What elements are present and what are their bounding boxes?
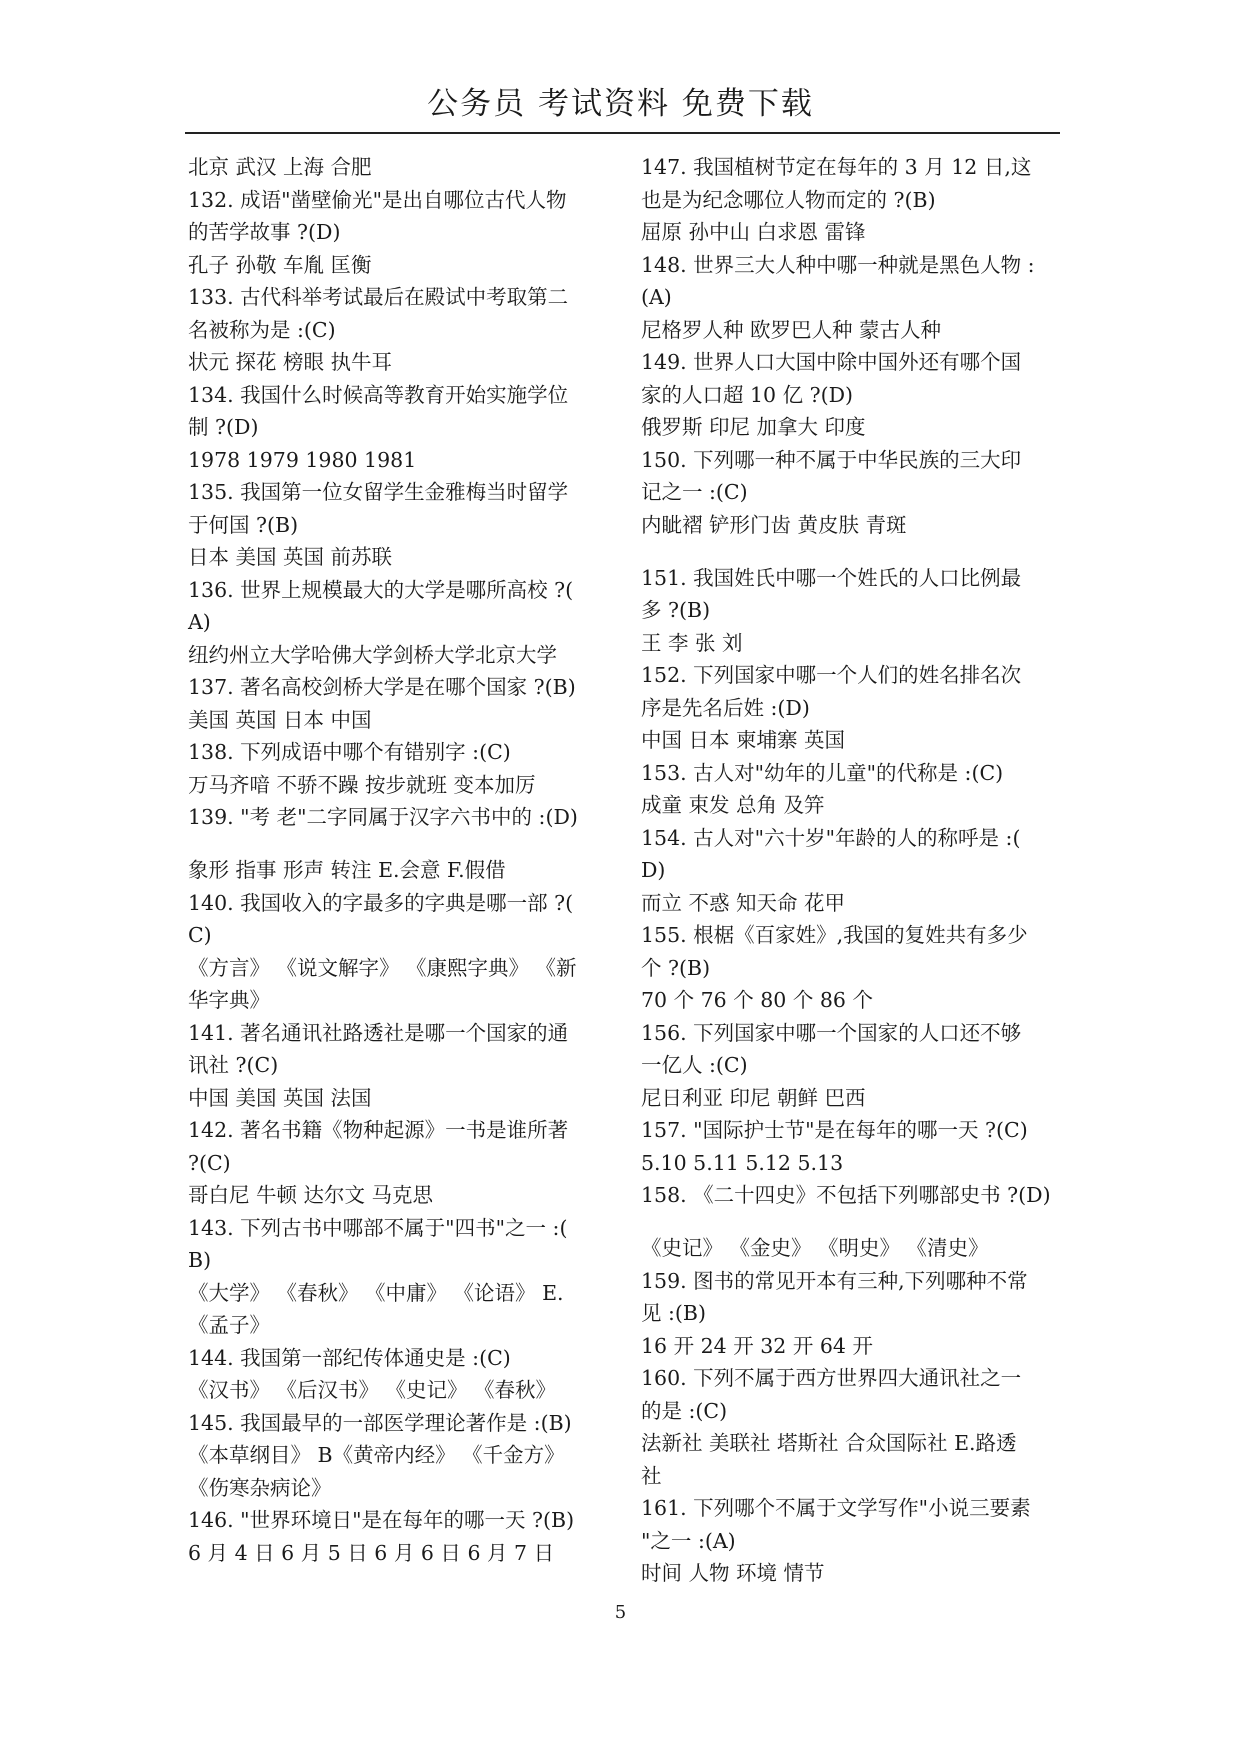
page-header-title: 公务员 考试资料 免费下载 [427, 86, 814, 122]
text-line: 6 月 4 日 6 月 5 日 6 月 6 日 6 月 7 日 [188, 1540, 555, 1565]
text-line: 5.10 5.11 5.12 5.13 [641, 1150, 844, 1175]
text-line: 159. 图书的常见开本有三种,下列哪种不常 [641, 1268, 1028, 1293]
text-line: 于何国 ?(B) [188, 512, 299, 537]
text-line: 151. 我国姓氏中哪一个姓氏的人口比例最 [641, 565, 1022, 590]
text-line: 133. 古代科举考试最后在殿试中考取第二 [188, 285, 569, 309]
text-line: 孔子 孙敬 车胤 匡衡 [188, 252, 372, 277]
text-line: 时间 人物 环境 情节 [641, 1561, 825, 1585]
text-line: 万马齐喑 不骄不躁 按步就班 变本加厉 [188, 772, 536, 797]
text-line: 157. "国际护士节"是在每年的哪一天 ?(C) [641, 1118, 1028, 1142]
text-line: 132. 成语"凿壁偷光"是出自哪位古代人物 [188, 187, 567, 212]
text-line: A) [188, 610, 211, 634]
text-line: 《大学》 《春秋》 《中庸》 《论语》 E. [188, 1280, 564, 1305]
text-line: 讯社 ?(C) [188, 1053, 279, 1077]
text-line: B) [188, 1248, 212, 1272]
text-line: 中国 日本 柬埔寨 英国 [641, 728, 846, 752]
text-line: 象形 指事 形声 转注 E.会意 F.假借 [188, 858, 506, 882]
text-line: 《本草纲目》 B《黄帝内经》 《千金方》 [188, 1443, 565, 1467]
text-line: 139. "考 老"二字同属于汉字六书中的 :(D) [188, 805, 578, 829]
text-line: 中国 美国 英国 法国 [188, 1085, 372, 1110]
text-line: 70 个 76 个 80 个 86 个 [641, 988, 873, 1012]
text-line: 一亿人 :(C) [641, 1053, 748, 1077]
text-line: 序是先名后姓 :(D) [641, 695, 810, 720]
text-line: 尼日利亚 印尼 朝鲜 巴西 [641, 1085, 866, 1110]
text-line: 名被称为是 :(C) [188, 317, 336, 342]
text-line [641, 541, 1071, 562]
text-line: 的是 :(C) [641, 1398, 728, 1423]
text-line: 142. 著名书籍《物种起源》一书是谁所著 [188, 1118, 569, 1142]
text-line: 王 李 张 刘 [641, 630, 743, 655]
text-line: 制 ?(D) [188, 415, 259, 439]
text-line [188, 834, 618, 855]
text-line: 多 ?(B) [641, 598, 711, 622]
text-line: 147. 我国植树节定在每年的 3 月 12 日,这 [641, 155, 1032, 179]
text-line: 屈原 孙中山 白求恩 雷锋 [641, 220, 866, 244]
text-line: 华字典》 [188, 988, 270, 1012]
text-line: 而立 不惑 知天命 花甲 [641, 890, 846, 915]
text-line: 154. 古人对"六十岁"年龄的人的称呼是 :( [641, 825, 1021, 850]
text-line [641, 1212, 1071, 1233]
text-line: 134. 我国什么时候高等教育开始实施学位 [188, 382, 569, 407]
text-line: 《汉书》 《后汉书》 《史记》 《春秋》 [188, 1378, 557, 1402]
text-line: 143. 下列古书中哪部不属于"四书"之一 :( [188, 1215, 568, 1240]
text-line: 俄罗斯 印尼 加拿大 印度 [641, 415, 866, 439]
text-line: 纽约州立大学哈佛大学剑桥大学北京大学 [188, 642, 557, 667]
text-line: 《方言》 《说文解字》 《康熙字典》 《新 [188, 955, 577, 980]
text-line: ?(C) [188, 1150, 231, 1175]
text-line: 尼格罗人种 欧罗巴人种 蒙古人种 [641, 317, 942, 342]
text-line: C) [188, 923, 212, 947]
text-line: 社 [641, 1463, 662, 1488]
text-line: 145. 我国最早的一部医学理论著作是 :(B) [188, 1410, 572, 1435]
text-line: 140. 我国收入的字最多的字典是哪一部 ?( [188, 890, 574, 915]
text-line: 日本 美国 英国 前苏联 [188, 545, 393, 569]
text-line: 144. 我国第一部纪传体通史是 :(C) [188, 1345, 511, 1370]
text-line: 北京 武汉 上海 合肥 [188, 155, 372, 179]
text-line: 158. 《二十四史》不包括下列哪部史书 ?(D) [641, 1183, 1051, 1207]
text-line: 哥白尼 牛顿 达尔文 马克思 [188, 1183, 434, 1207]
text-line: 内眦褶 铲形门齿 黄皮肤 青斑 [641, 512, 907, 537]
text-line: 见 :(B) [641, 1301, 706, 1325]
text-line: 149. 世界人口大国中除中国外还有哪个国 [641, 350, 1022, 374]
text-line: 161. 下列哪个不属于文学写作"小说三要素 [641, 1496, 1031, 1520]
text-line: 141. 著名通讯社路透社是哪一个国家的通 [188, 1020, 569, 1045]
text-line: 家的人口超 10 亿 ?(D) [641, 382, 854, 407]
right-text-column [641, 151, 1071, 1590]
text-line: 《伤寒杂病论》 [188, 1475, 332, 1500]
left-text-column [188, 151, 618, 1569]
text-line: 138. 下列成语中哪个有错别字 :(C) [188, 740, 511, 764]
text-line: 个 ?(B) [641, 955, 711, 980]
text-line: 美国 英国 日本 中国 [188, 707, 372, 732]
text-line: 的苦学故事 ?(D) [188, 220, 341, 244]
text-line: 155. 根椐《百家姓》,我国的复姓共有多少 [641, 923, 1028, 947]
text-line: 152. 下列国家中哪一个人们的姓名排名次 [641, 663, 1022, 687]
page-number: 5 [614, 1602, 627, 1623]
text-line: 《史记》 《金史》 《明史》 《清史》 [641, 1236, 989, 1260]
text-line: 153. 古人对"幼年的儿童"的代称是 :(C) [641, 760, 1004, 785]
text-line: 1978 1979 1980 1981 [188, 447, 417, 472]
text-line: 156. 下列国家中哪一个国家的人口还不够 [641, 1020, 1022, 1045]
text-line: (A) [641, 285, 672, 309]
text-line: 记之一 :(C) [641, 480, 748, 504]
text-line: 状元 探花 榜眼 执牛耳 [188, 350, 393, 374]
text-line: 160. 下列不属于西方世界四大通讯社之一 [641, 1366, 1022, 1390]
text-line: 法新社 美联社 塔斯社 合众国际社 E.路透 [641, 1431, 1017, 1455]
text-line: D) [641, 858, 666, 882]
text-line: 也是为纪念哪位人物而定的 ?(B) [641, 187, 936, 212]
text-line: 146. "世界环境日"是在每年的哪一天 ?(B) [188, 1508, 575, 1532]
text-line: 137. 著名高校剑桥大学是在哪个国家 ?(B) [188, 675, 576, 699]
text-line: 135. 我国第一位女留学生金雅梅当时留学 [188, 480, 569, 504]
text-line: 136. 世界上规模最大的大学是哪所高校 ?( [188, 577, 574, 602]
text-line: "之一 :(A) [641, 1528, 736, 1553]
text-line: 150. 下列哪一种不属于中华民族的三大印 [641, 447, 1022, 472]
header-divider [185, 132, 1060, 134]
text-line: 16 开 24 开 32 开 64 开 [641, 1333, 873, 1358]
text-line: 成童 束发 总角 及笄 [641, 793, 825, 817]
text-line: 《孟子》 [188, 1313, 270, 1337]
text-line: 148. 世界三大人种中哪一种就是黑色人物 : [641, 252, 1035, 277]
